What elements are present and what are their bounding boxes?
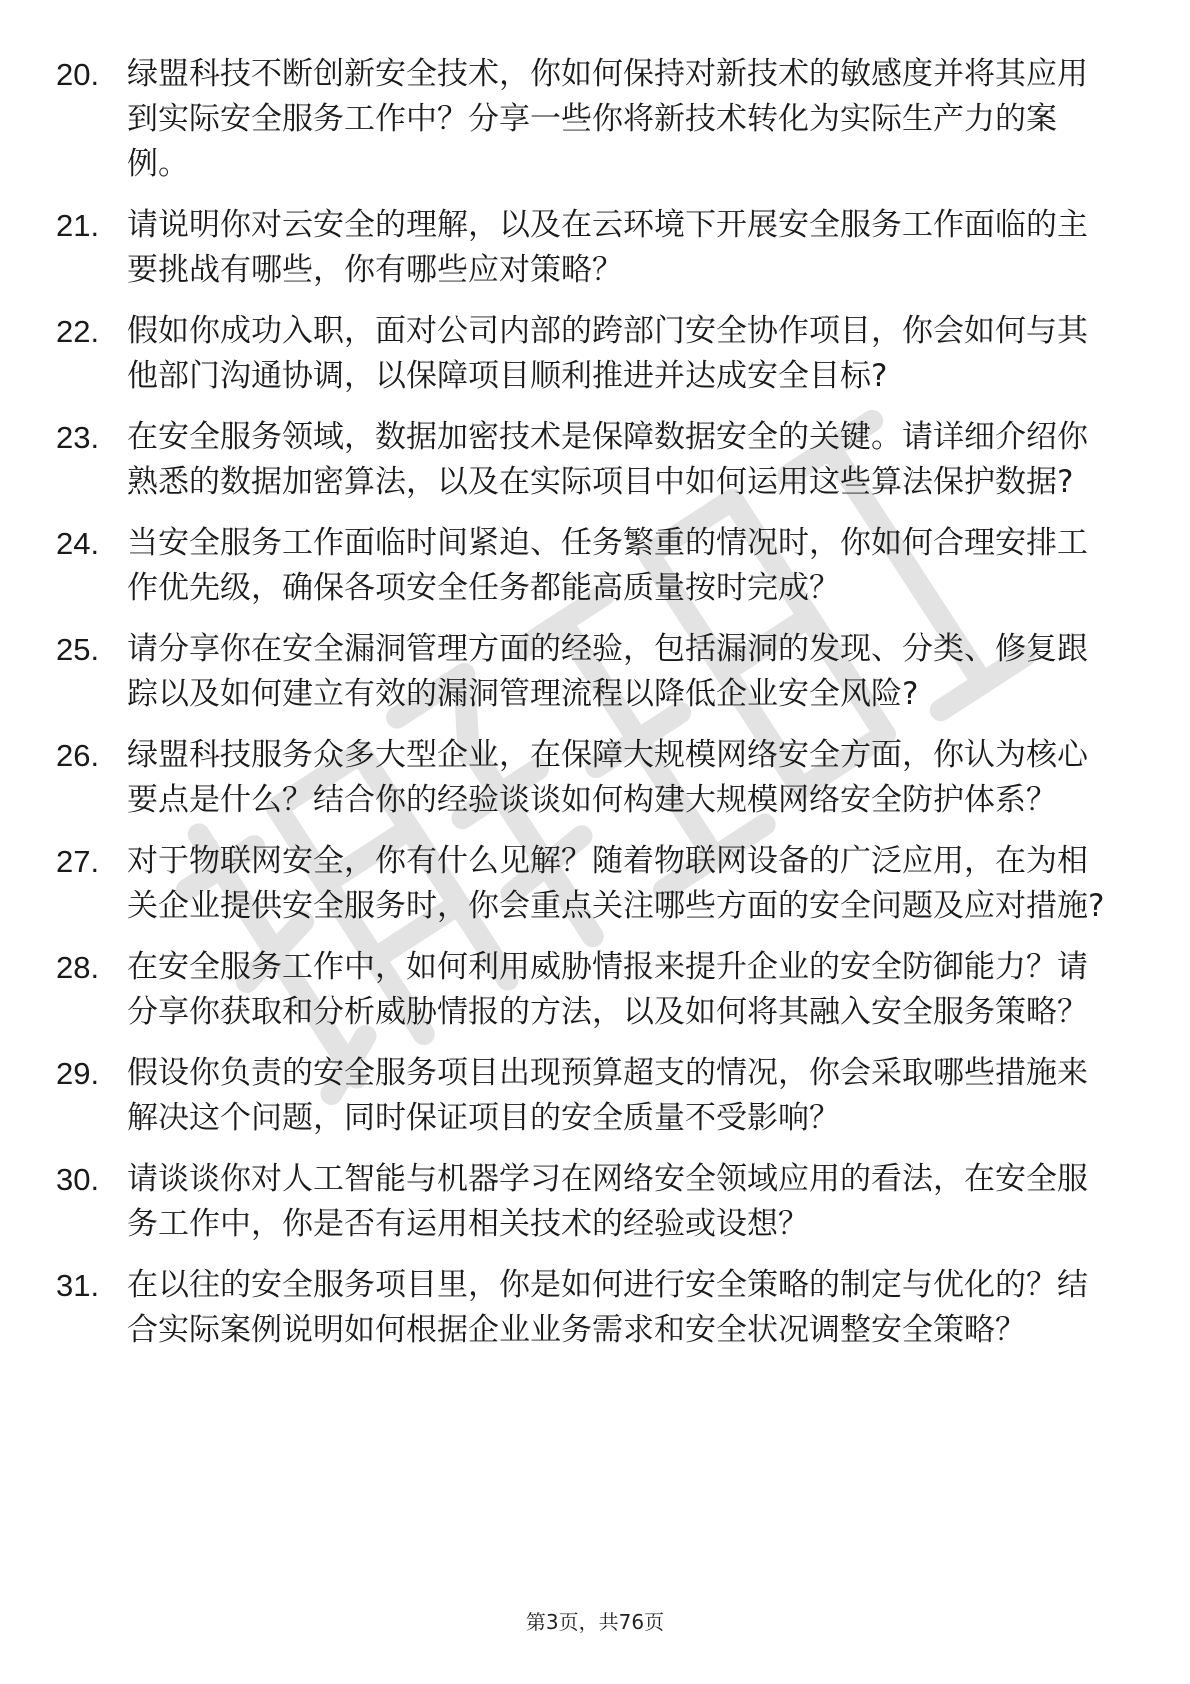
- question-text: 对于物联网安全，你有什么见解？随着物联网设备的广泛应用，在为相关企业提供安全服务时，你会重点关注哪些方面的安全问题及应对措施?: [127, 843, 1105, 924]
- question-number: 21.: [56, 208, 100, 243]
- question-item: [56, 733, 1106, 823]
- question-item: [56, 415, 1106, 505]
- question-item: [56, 627, 1106, 717]
- question-text: 在安全服务工作中，如何利用威胁情报来提升企业的安全防御能力？请分享你获取和分析威胁情报的方法，以及如何将其融入安全服务策略？: [127, 949, 1088, 1030]
- question-number: 30.: [56, 1162, 100, 1197]
- question-text: 绿盟科技不断创新安全技术，你如何保持对新技术的敏感度并将其应用到实际安全服务工作中？分享一些你将新技术转化为实际生产力的案例。: [127, 56, 1088, 182]
- question-text: 请分享你在安全漏洞管理方面的经验，包括漏洞的发现、分类、修复跟踪以及如何建立有效的漏洞管理流程以降低企业安全风险?: [127, 631, 1088, 712]
- question-item: [56, 839, 1106, 929]
- question-number: 25.: [56, 632, 100, 667]
- question-number: 26.: [56, 738, 100, 773]
- question-item: [56, 521, 1106, 611]
- question-text: 请说明你对云安全的理解，以及在云环境下开展安全服务工作面临的主要挑战有哪些，你有哪些应对策略？: [127, 207, 1088, 288]
- question-item: [56, 52, 1106, 187]
- question-text: 绿盟科技服务众多大型企业，在保障大规模网络安全方面，你认为核心要点是什么？结合你的经验谈谈如何构建大规模网络安全防护体系？: [127, 737, 1088, 818]
- question-number: 31.: [56, 1268, 100, 1303]
- question-item: [56, 1157, 1106, 1247]
- question-item: [56, 1263, 1106, 1353]
- question-text: 在安全服务领域，数据加密技术是保障数据安全的关键。请详细介绍你熟悉的数据加密算法，以及在实际项目中如何运用这些算法保护数据?: [127, 419, 1088, 500]
- question-number: 29.: [56, 1056, 100, 1091]
- question-text: 在以往的安全服务项目里，你是如何进行安全策略的制定与优化的？结合实际案例说明如何根据企业业务需求和安全状况调整安全策略？: [127, 1267, 1088, 1348]
- question-number: 20.: [56, 57, 100, 92]
- question-list: [56, 52, 1106, 1369]
- question-item: [56, 309, 1106, 399]
- question-item: [56, 203, 1106, 293]
- question-item: [56, 1051, 1106, 1141]
- question-text: 请谈谈你对人工智能与机器学习在网络安全领域应用的看法，在安全服务工作中，你是否有运用相关技术的经验或设想？: [127, 1161, 1088, 1242]
- question-number: 27.: [56, 844, 100, 879]
- question-number: 28.: [56, 950, 100, 985]
- question-text: 当安全服务工作面临时间紧迫、任务繁重的情况时，你如何合理安排工作优先级，确保各项安全任务都能高质量按时完成？: [127, 525, 1088, 606]
- question-item: [56, 945, 1106, 1035]
- question-text: 假如你成功入职，面对公司内部的跨部门安全协作项目，你会如何与其他部门沟通协调，以保障项目顺利推进并达成安全目标?: [127, 313, 1088, 394]
- question-number: 23.: [56, 420, 100, 455]
- question-number: 22.: [56, 314, 100, 349]
- question-text: 假设你负责的安全服务项目出现预算超支的情况，你会采取哪些措施来解决这个问题，同时保证项目的安全质量不受影响？: [127, 1055, 1088, 1136]
- page-number-footer: 第3页，共76页: [525, 1610, 665, 1634]
- question-number: 24.: [56, 526, 100, 561]
